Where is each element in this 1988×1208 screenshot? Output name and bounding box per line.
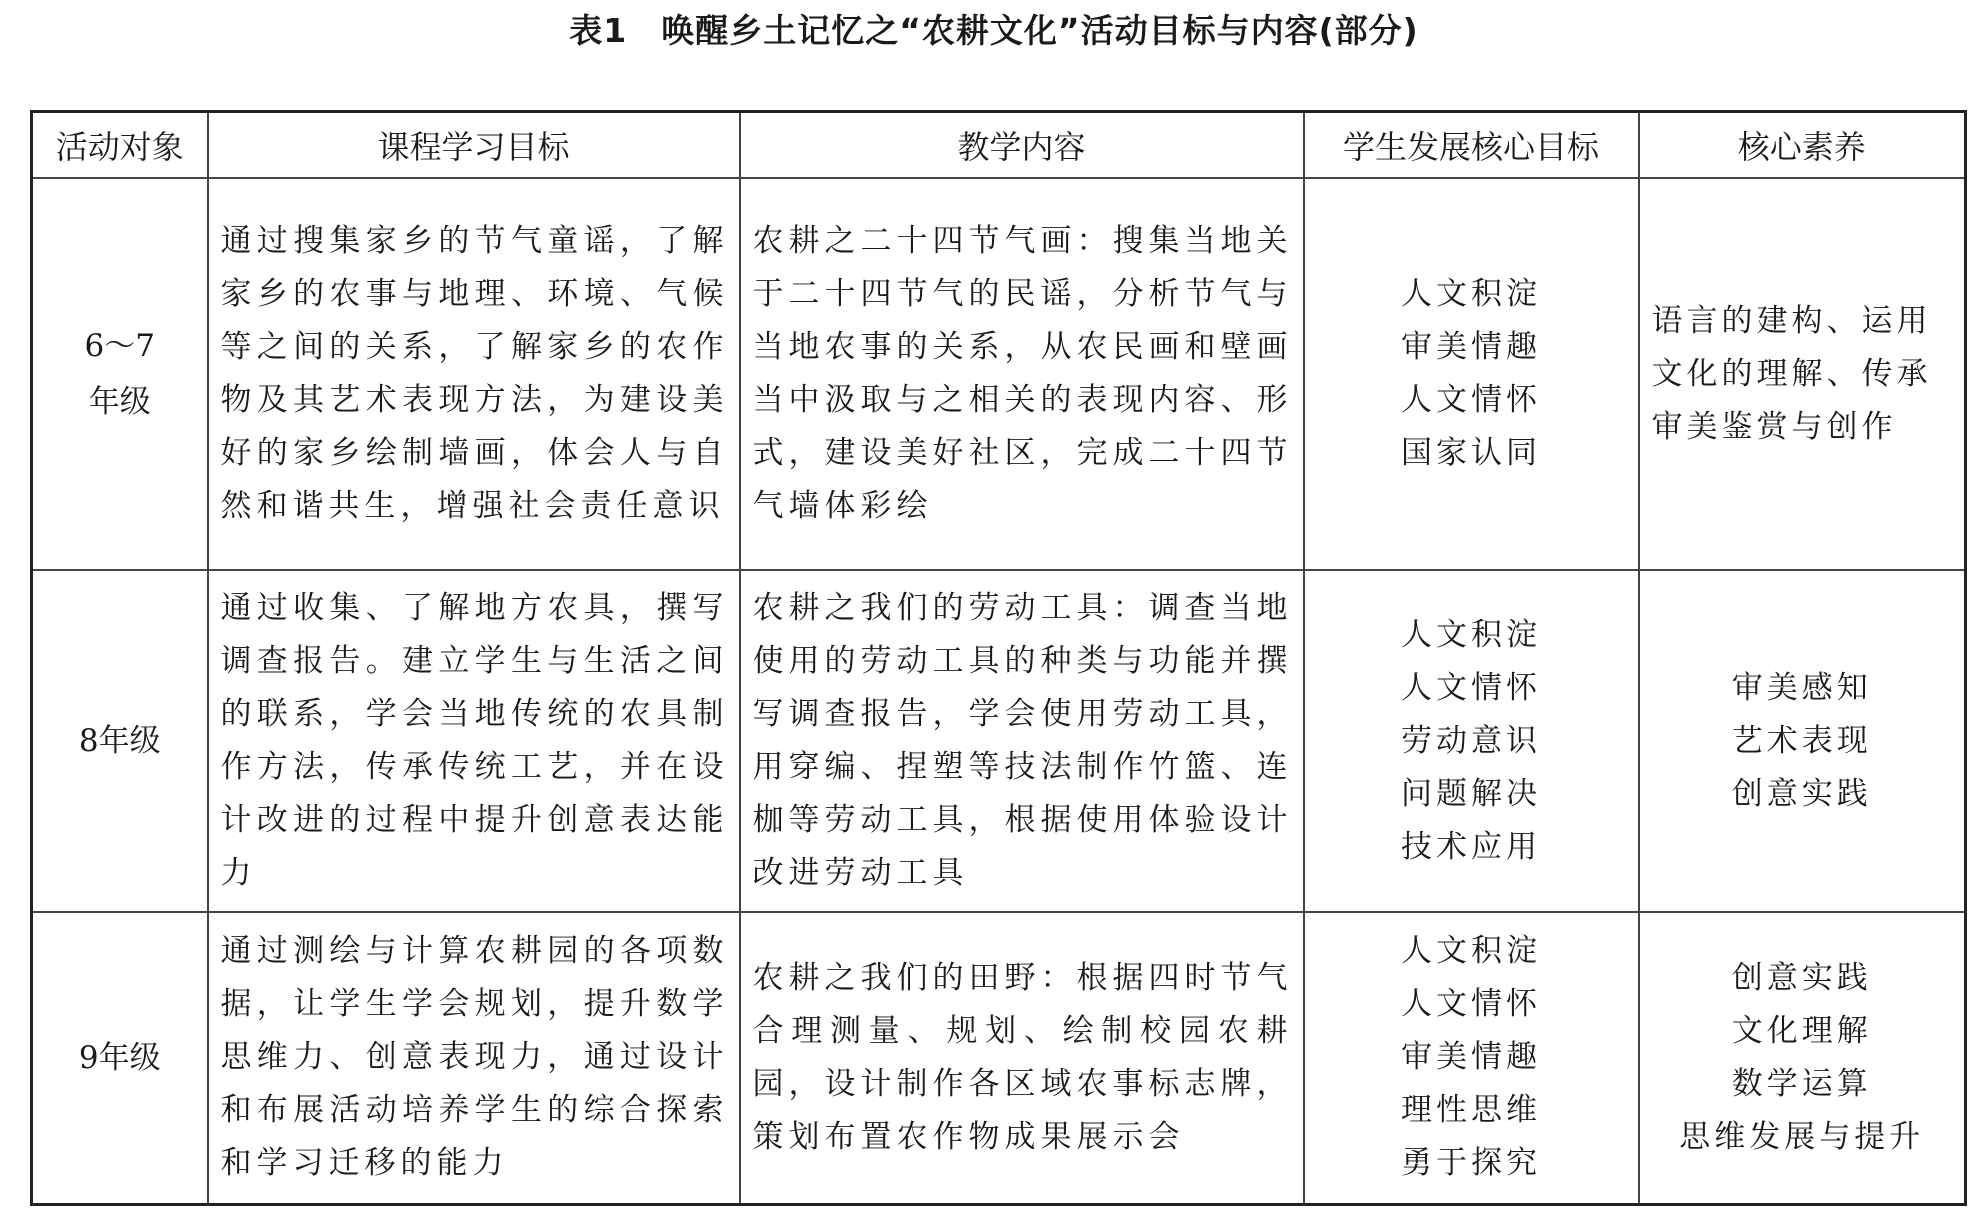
core-goal-item: 人文情怀 — [1401, 382, 1541, 418]
core-goal-item: 理性思维 — [1401, 1092, 1541, 1129]
core-goal-cell — [1304, 570, 1639, 912]
teaching-content-cell: 农耕之我们的田野：根据四时节气合理测量、规划、绘制校园农耕园，设计制作各区域农事标志牌，策划布置农作物成果展示会 — [740, 912, 1304, 1204]
core-literacy-cell — [1639, 178, 1966, 570]
learning-goal-cell: 通过搜集家乡的节气童谣，了解家乡的农事与地理、环境、气候等之间的关系，了解家乡的农作物及其艺术表现方法，为建设美好的家乡绘制墙画，体会人与自然和谐共生，增强社会责任意识 — [208, 178, 740, 570]
table-row — [32, 178, 1966, 570]
header-teaching-content: 教学内容 — [740, 112, 1304, 179]
core-literacy-item: 艺术表现 — [1731, 722, 1872, 759]
core-goal-item: 人文积淀 — [1401, 276, 1541, 312]
core-goal-item: 技术应用 — [1401, 828, 1541, 865]
table-row — [32, 570, 1966, 912]
grade-line: 6～7 — [84, 328, 155, 364]
core-literacy-item: 审美感知 — [1731, 669, 1872, 706]
core-literacy-item: 创意实践 — [1731, 959, 1872, 996]
core-literacy-cell — [1639, 912, 1966, 1204]
core-literacy-item: 语言的建构、运用 — [1651, 302, 1932, 339]
core-goal-item: 国家认同 — [1401, 435, 1541, 471]
grade-cell — [32, 570, 208, 912]
core-goal-item: 人文情怀 — [1401, 669, 1541, 706]
core-goal-cell — [1304, 178, 1639, 570]
grade-cell — [32, 178, 208, 570]
grade-line: 年级 — [88, 384, 151, 420]
grade-cell — [32, 912, 208, 1204]
core-literacy-item: 数学运算 — [1731, 1065, 1872, 1102]
core-goal-item: 劳动意识 — [1401, 722, 1541, 759]
teaching-content-cell: 农耕之二十四节气画：搜集当地关于二十四节气的民谣，分析节气与当地农事的关系，从农民画和壁画当中汲取与之相关的表现内容、形式，建设美好社区，完成二十四节气墙体彩绘 — [740, 178, 1304, 570]
core-goal-cell — [1304, 912, 1639, 1204]
header-core-literacy: 核心素养 — [1639, 112, 1966, 179]
core-goal-item: 人文情怀 — [1401, 986, 1541, 1023]
header-core-goal: 学生发展核心目标 — [1304, 112, 1639, 179]
header-activity-target: 活动对象 — [32, 112, 208, 179]
activity-table — [30, 110, 1967, 1206]
table-title: 表1 唤醒乡土记忆之“农耕文化”活动目标与内容(部分) — [569, 11, 1419, 50]
learning-goal-cell: 通过测绘与计算农耕园的各项数据，让学生学会规划，提升数学思维力、创意表现力，通过设计和布展活动培养学生的综合探索和学习迁移的能力 — [208, 912, 740, 1204]
core-literacy-item: 文化理解 — [1731, 1012, 1872, 1049]
core-literacy-item: 审美鉴赏与创作 — [1651, 408, 1897, 445]
learning-goal-cell: 通过收集、了解地方农具，撰写调查报告。建立学生与生活之间的联系，学会当地传统的农具制作方法，传承传统工艺，并在设计改进的过程中提升创意表达能力 — [208, 570, 740, 912]
core-literacy-cell — [1639, 570, 1966, 912]
header-learning-goal: 课程学习目标 — [208, 112, 740, 179]
core-goal-item: 问题解决 — [1401, 775, 1541, 812]
table-row — [32, 912, 1966, 1204]
core-literacy-item: 思维发展与提升 — [1679, 1118, 1925, 1155]
core-goal-item: 勇于探究 — [1401, 1145, 1541, 1182]
core-goal-item: 人文积淀 — [1401, 933, 1541, 970]
core-literacy-item: 文化的理解、传承 — [1651, 355, 1932, 392]
teaching-content-cell: 农耕之我们的劳动工具：调查当地使用的劳动工具的种类与功能并撰写调查报告，学会使用劳动工具，用穿编、捏塑等技法制作竹篮、连枷等劳动工具，根据使用体验设计改进劳动工具 — [740, 570, 1304, 912]
core-goal-item: 审美情趣 — [1401, 329, 1541, 365]
core-goal-item: 审美情趣 — [1401, 1039, 1541, 1076]
grade-line: 9年级 — [78, 1039, 161, 1076]
core-goal-item: 人文积淀 — [1401, 616, 1541, 653]
grade-line: 8年级 — [78, 723, 161, 759]
header-row — [32, 112, 1966, 179]
core-literacy-item: 创意实践 — [1731, 775, 1872, 812]
